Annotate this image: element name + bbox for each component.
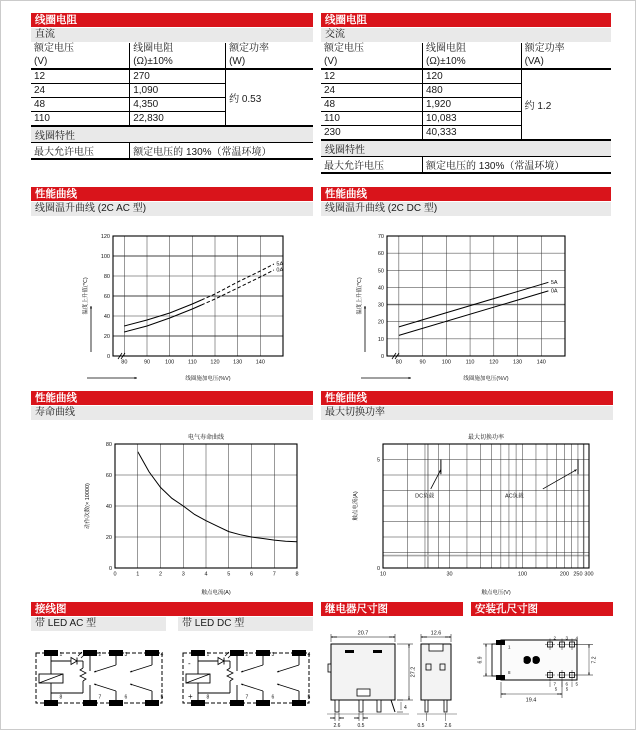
svg-label: 70 [377,234,384,240]
svg-label: 5A [276,261,284,268]
svg-label: 4 [160,652,164,658]
subsection-ac: 交流 [321,28,611,42]
svg-label: 6 [249,571,254,578]
section-perf-curve-dc [321,187,611,384]
svg-label: 8 [295,571,299,578]
svg-label: 20 [377,319,384,326]
svg-label: 5 [575,681,579,687]
table-row [31,69,313,84]
svg-label: - [188,659,191,668]
section-mounting-hole-dimensions [471,602,613,727]
svg-label: 80 [105,442,112,448]
svg-label: 7 [272,571,276,578]
svg-label: 7 [98,694,102,701]
svg-label: 7.2 [591,656,598,664]
section-header: 线圈电阻 [321,13,611,27]
svg-label: 线圈施加电压(%V) [463,376,509,382]
pin [44,650,58,656]
col-header-coil-resistance: 线圈电阻 (Ω)±10% [423,43,522,69]
table-cell: 4,350 [130,98,226,112]
wiring-schematic-dc [180,641,312,715]
svg-label: 7 [245,694,249,701]
series-line [124,305,201,332]
table-cell: 48 [321,98,423,112]
svg-label: 20 [103,334,110,340]
svg-label: 7 [553,681,557,687]
svg-label: 60 [105,473,112,479]
svg-label: 110 [465,359,475,366]
svg-label: 2.6 [444,723,452,729]
col-header-rated-voltage: 额定电压 (V) [321,43,423,69]
svg-label: 40 [377,285,384,292]
svg-label: 0A [550,288,558,295]
chart-subtitle: 线圈温升曲线 (2C DC 型) [321,202,611,216]
section-header: 性能曲线 [321,187,611,201]
coil-ac-table [321,43,611,174]
svg-label: 30 [377,302,384,309]
svg-label: 1 [59,652,63,658]
svg-label: 1 [508,644,511,650]
svg-label: 30 [446,571,453,578]
electrical-life-chart [71,428,311,598]
chart-subtitle: 线圈温升曲线 (2C AC 型) [31,202,313,216]
svg-label: 200 [559,571,570,578]
svg-label: 线圈施加电压(%V) [185,376,231,382]
svg-label: 5 [160,694,164,701]
svg-label: 4 [575,635,579,641]
pin [292,700,306,706]
chart-subtitle: 最大切换功率 [321,406,613,420]
table-header-row [31,43,313,69]
table-cell: 22,830 [130,112,226,127]
pin [230,700,244,706]
section-header: 接线图 [31,602,313,616]
series-line [399,291,549,336]
pin [83,700,97,706]
svg-label: 1 [136,571,140,578]
coil-dc-table [31,43,313,160]
svg-label: 40 [105,504,112,510]
mount-hole [523,656,531,664]
series-line [138,452,297,542]
table-cell: 110 [31,112,130,127]
wiring-dc-label: 带 LED DC 型 [178,617,313,631]
svg-label: 19.4 [525,697,537,704]
wiring-schematic-ac [33,641,165,715]
mounting-hole-drawing [471,622,613,722]
svg-label: 3 [565,635,569,641]
pin [191,700,205,706]
max-switching-power-chart [349,428,603,598]
svg-label: DC负载 [415,493,435,500]
wiring-dc-column [178,616,313,720]
coil-temp-rise-ac-chart [73,226,309,384]
section-header: 性能曲线 [31,187,313,201]
svg-label: 2 [158,571,163,578]
svg-label: 6 [124,694,128,701]
col-header-rated-power: 额定功率 (W) [226,43,313,69]
pin [109,650,123,656]
pin [83,650,97,656]
table-row [321,69,611,84]
table-cell: 24 [321,84,423,98]
svg-label: 动作次数(× 10000) [85,483,91,529]
pin [109,700,123,706]
table-cell: 270 [130,69,226,84]
svg-label: AC负载 [505,493,524,500]
svg-label: 10 [379,571,387,578]
chart-subtitle: 寿命曲线 [31,406,313,420]
svg-label: 140 [536,359,546,366]
pin [256,700,270,706]
pin [44,700,58,706]
svg-label: 250 [573,571,583,578]
svg-label: 3 [181,571,185,578]
section-coil-resistance-ac [321,13,611,174]
svg-label: 5 [307,694,311,701]
coil-characteristics-header-row: 线圈特性 [321,140,611,157]
led-symbol [71,658,77,665]
svg-label: 90 [419,359,426,366]
svg-label: 12.6 [430,630,442,637]
section-life-curve [31,391,313,598]
svg-label: 110 [187,359,197,366]
svg-label: 27.2 [410,666,417,678]
section-perf-curve-ac [31,187,313,384]
svg-label: 0.5 [417,723,425,729]
svg-label: 6 [565,681,569,687]
relay-side-body [421,644,451,700]
max-allowable-voltage-row [31,143,313,160]
svg-label: 4 [204,571,208,578]
svg-label: 100 [517,571,528,578]
svg-label: 8 [59,694,63,701]
svg-label: 10 [377,336,384,343]
svg-label: 最大切换功率 [467,435,505,441]
pin [145,650,159,656]
svg-label: 3 [124,652,128,658]
svg-label: 0 [376,566,380,572]
svg-label: 100 [100,254,110,260]
table-header-row [321,43,611,69]
table-cell: 40,333 [423,126,522,141]
resistor-symbol [227,668,233,681]
pin [145,700,159,706]
pin [230,650,244,656]
wiring-ac-column [31,616,166,720]
svg-label: 300 [584,571,594,578]
svg-label: 5A [550,279,558,286]
svg-label: 电气寿命曲线 [187,435,225,441]
table-cell: 1,920 [423,98,522,112]
pin [256,650,270,656]
svg-label: + [188,692,193,701]
pin [191,650,205,656]
svg-label: 120 [489,359,499,366]
series-line [124,300,201,326]
svg-label: 2.6 [333,723,341,729]
coil-characteristics-header-row: 线圈特性 [31,126,313,143]
svg-label: 6 [271,694,275,701]
col-header-rated-power: 额定功率 (VA) [521,43,611,69]
coil-temp-rise-dc-chart [347,226,595,384]
svg-label: 3 [271,652,275,658]
svg-label: 4 [307,652,311,658]
svg-label: 1 [206,652,210,658]
svg-label: 4 [404,705,407,711]
svg-label: 20.7 [357,630,369,637]
svg-label: 2 [245,652,249,658]
svg-label: 0 [108,566,112,572]
table-cell: 230 [321,126,423,141]
section-coil-resistance-dc [31,13,313,160]
svg-label: 8 [508,670,511,675]
svg-label: 40 [103,314,110,320]
svg-label: 5 [227,571,231,578]
svg-label: 120 [100,234,110,240]
section-header: 性能曲线 [31,391,313,405]
table-cell: 1,090 [130,84,226,98]
wiring-ac-label: 带 LED AC 型 [31,617,166,631]
svg-label: 0 [113,571,117,578]
svg-label: 温度上升值(℃) [357,277,363,315]
relay-dimension-drawing [321,622,463,730]
char-label: 最大允许电压 [31,143,130,160]
led-symbol [218,658,224,665]
pin [292,650,306,656]
svg-label: 0 [380,354,384,360]
section-header: 线圈电阻 [31,13,313,27]
svg-label: 80 [395,359,402,366]
svg-label: 触点电压(V) [481,590,511,596]
char-value: 额定电压的 130%（常温环境） [130,143,313,160]
svg-label: 130 [512,359,523,366]
svg-label: 0A [276,267,284,274]
table-cell: 10,083 [423,112,522,126]
rated-power-value: 约 1.2 [521,69,611,140]
svg-label: 80 [121,359,128,366]
svg-label: 5 [376,457,380,464]
col-header-rated-voltage: 额定电压 (V) [31,43,130,69]
svg-label: 0.5 [357,723,365,729]
section-max-switching-power [321,391,613,598]
rated-power-value: 约 0.53 [226,69,313,126]
char-value: 额定电压的 130%（常温环境） [423,157,612,174]
svg-label: 2 [553,635,557,641]
mount-hole [532,656,540,664]
svg-label: 120 [210,359,220,366]
svg-label: 60 [377,251,384,258]
section-wiring-diagram [31,602,313,720]
char-label: 最大允许电压 [321,157,423,174]
svg-label: 触点电流(A) [201,590,231,596]
col-header-coil-resistance: 线圈电阻 (Ω)±10% [130,43,226,69]
svg-label: 5 [554,686,558,692]
max-allowable-voltage-row [321,157,611,174]
table-cell: 110 [321,112,423,126]
subsection-dc: 直流 [31,28,313,42]
svg-label: 5 [565,686,569,692]
section-relay-dimensions [321,602,463,730]
svg-label: 140 [255,359,265,366]
section-header: 性能曲线 [321,391,613,405]
svg-label: 80 [103,274,110,280]
resistor-symbol [80,668,86,681]
table-cell: 12 [31,69,130,84]
svg-label: 8 [206,694,210,701]
table-cell: 120 [423,69,522,84]
svg-label: 0 [106,354,110,360]
table-cell: 12 [321,69,423,84]
table-cell: 24 [31,84,130,98]
section-header: 安装孔尺寸图 [471,602,613,616]
svg-label: 130 [233,359,243,366]
svg-label: 100 [165,359,175,366]
svg-label: 60 [103,294,110,300]
svg-label: 50 [377,268,384,275]
table-cell: 480 [423,84,522,98]
table-cell: 48 [31,98,130,112]
svg-label: 触点电流(A) [353,491,359,521]
svg-label: 2 [98,652,102,658]
svg-label: 100 [441,359,451,366]
svg-label: 90 [143,359,151,366]
svg-label: 温度上升值(℃) [83,277,89,315]
section-header: 继电器尺寸图 [321,602,463,616]
svg-label: 6.9 [477,656,484,664]
svg-label: 20 [105,535,112,541]
